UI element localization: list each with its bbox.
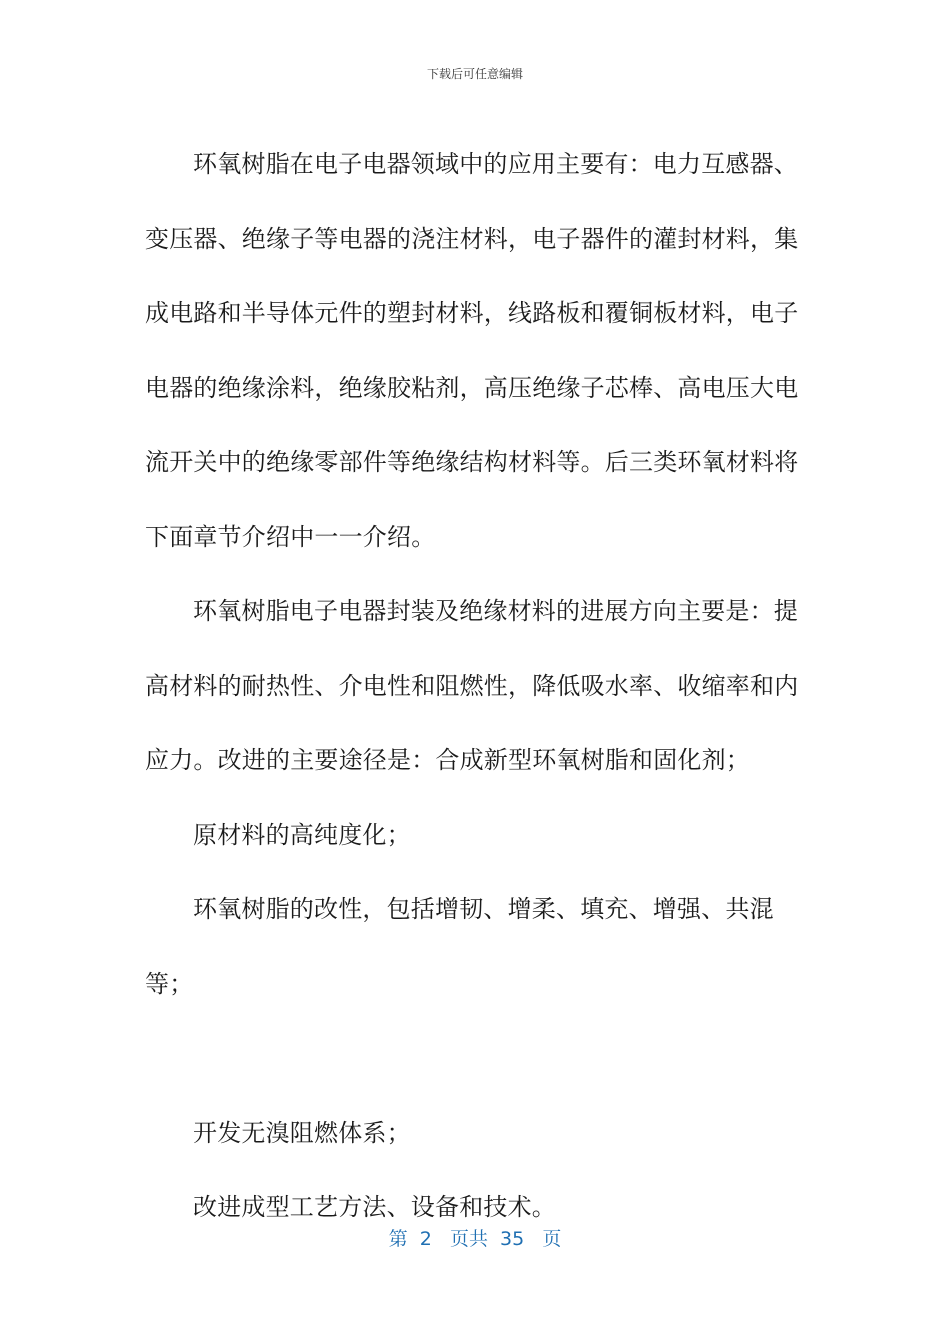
paragraph-high-purity: 原材料的高纯度化； [193,820,411,849]
paragraph-development-direction: 环氧树脂电子电器封装及绝缘材料的进展方向主要是：提高材料的耐热性、介电性和阻燃性，降低吸水率、收缩率和内应力。改进的主要途径是：合成新型环氧树脂和固化剂； [145,597,799,774]
paragraph-process-improvement: 改进成型工艺方法、设备和技术。 [193,1193,556,1221]
footer-middle: 页共 [449,1228,488,1250]
blank-line [145,1021,810,1096]
page-header: 下载后可任意编辑 [426,67,523,81]
paragraph-bromine-free: 开发无溴阻燃体系； [193,1118,411,1147]
footer-prefix: 第 [388,1228,408,1250]
document-body [145,127,810,1245]
page-footer [0,1226,950,1252]
paragraph-modification: 环氧树脂的改性，包括增韧、增柔、填充、增强、共混等； [145,895,774,998]
footer-total-pages: 35 [500,1228,525,1250]
paragraph-applications: 环氧树脂在电子电器领域中的应用主要有：电力互感器、变压器、绝缘子等电器的浇注材料，电子器件的灌封材料，集成电路和半导体元件的塑封材料，线路板和覆铜板材料，电子电器的绝缘涂料，绝缘胶粘剂，高压绝缘子芯棒、高电压大电流开关中的绝缘零部件等绝缘结构材料等。后三类环氧材料将下面章节介绍中一一介绍。 [145,150,799,551]
footer-suffix: 页 [542,1228,562,1250]
footer-page-number: 2 [419,1228,432,1250]
